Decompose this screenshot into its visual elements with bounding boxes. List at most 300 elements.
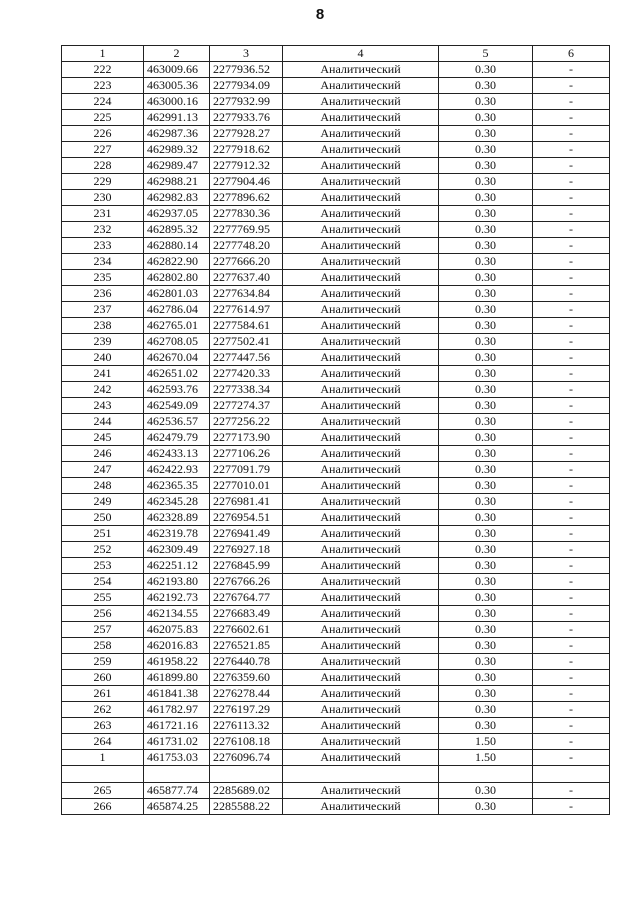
point-number: 262 bbox=[62, 702, 144, 718]
coordinate-y: 2277904.46 bbox=[210, 174, 283, 190]
accuracy-cell: 0.30 bbox=[439, 606, 533, 622]
accuracy-cell: 0.30 bbox=[439, 94, 533, 110]
point-number: 249 bbox=[62, 494, 144, 510]
coordinate-y: 2277274.37 bbox=[210, 398, 283, 414]
note-cell: - bbox=[533, 542, 610, 558]
coordinate-x: 462880.14 bbox=[144, 238, 210, 254]
method-cell: Аналитический bbox=[283, 558, 439, 574]
method-cell: Аналитический bbox=[283, 142, 439, 158]
coordinate-y: 2285588.22 bbox=[210, 799, 283, 815]
table-row bbox=[62, 334, 610, 350]
accuracy-cell: 1.50 bbox=[439, 750, 533, 766]
coordinate-x: 462651.02 bbox=[144, 366, 210, 382]
point-number: 261 bbox=[62, 686, 144, 702]
coordinate-x: 462982.83 bbox=[144, 190, 210, 206]
table-row bbox=[62, 238, 610, 254]
table-row bbox=[62, 286, 610, 302]
coordinate-x: 462988.21 bbox=[144, 174, 210, 190]
method-cell: Аналитический bbox=[283, 350, 439, 366]
point-number: 224 bbox=[62, 94, 144, 110]
coordinate-y: 2276941.49 bbox=[210, 526, 283, 542]
method-cell: Аналитический bbox=[283, 158, 439, 174]
method-cell: Аналитический bbox=[283, 366, 439, 382]
table-row bbox=[62, 686, 610, 702]
accuracy-cell: 0.30 bbox=[439, 799, 533, 815]
method-cell: Аналитический bbox=[283, 62, 439, 78]
accuracy-cell: 0.30 bbox=[439, 270, 533, 286]
note-cell: - bbox=[533, 510, 610, 526]
coordinate-x: 461841.38 bbox=[144, 686, 210, 702]
note-cell: - bbox=[533, 558, 610, 574]
coordinate-x: 462786.04 bbox=[144, 302, 210, 318]
method-cell: Аналитический bbox=[283, 670, 439, 686]
accuracy-cell: 0.30 bbox=[439, 574, 533, 590]
coordinate-y: 2276602.61 bbox=[210, 622, 283, 638]
note-cell: - bbox=[533, 238, 610, 254]
accuracy-cell: 0.30 bbox=[439, 110, 533, 126]
coordinate-x: 462251.12 bbox=[144, 558, 210, 574]
table-row bbox=[62, 174, 610, 190]
coordinate-x: 461753.03 bbox=[144, 750, 210, 766]
column-header: 4 bbox=[283, 46, 439, 62]
point-number: 256 bbox=[62, 606, 144, 622]
table-header-row bbox=[62, 46, 610, 62]
coordinate-x: 463000.16 bbox=[144, 94, 210, 110]
coordinate-x: 462193.80 bbox=[144, 574, 210, 590]
coordinate-x: 462192.73 bbox=[144, 590, 210, 606]
accuracy-cell: 0.30 bbox=[439, 526, 533, 542]
point-number: 232 bbox=[62, 222, 144, 238]
point-number: 230 bbox=[62, 190, 144, 206]
coordinate-y: 2276981.41 bbox=[210, 494, 283, 510]
note-cell: - bbox=[533, 190, 610, 206]
accuracy-cell: 0.30 bbox=[439, 558, 533, 574]
method-cell: Аналитический bbox=[283, 270, 439, 286]
coordinate-y: 2276927.18 bbox=[210, 542, 283, 558]
accuracy-cell: 0.30 bbox=[439, 542, 533, 558]
method-cell: Аналитический bbox=[283, 222, 439, 238]
method-cell bbox=[283, 766, 439, 783]
accuracy-cell: 0.30 bbox=[439, 334, 533, 350]
table-row bbox=[62, 366, 610, 382]
coordinate-x: 462134.55 bbox=[144, 606, 210, 622]
table-row bbox=[62, 398, 610, 414]
coordinate-x: 462822.90 bbox=[144, 254, 210, 270]
coordinate-x: 462989.47 bbox=[144, 158, 210, 174]
coordinate-y: 2277666.20 bbox=[210, 254, 283, 270]
point-number: 247 bbox=[62, 462, 144, 478]
method-cell: Аналитический bbox=[283, 734, 439, 750]
column-header: 6 bbox=[533, 46, 610, 62]
coordinate-y: 2277896.62 bbox=[210, 190, 283, 206]
note-cell bbox=[533, 766, 610, 783]
point-number: 227 bbox=[62, 142, 144, 158]
method-cell: Аналитический bbox=[283, 78, 439, 94]
accuracy-cell: 0.30 bbox=[439, 462, 533, 478]
accuracy-cell: 0.30 bbox=[439, 302, 533, 318]
table-row bbox=[62, 654, 610, 670]
table-row bbox=[62, 606, 610, 622]
note-cell: - bbox=[533, 270, 610, 286]
coordinate-y: 2277256.22 bbox=[210, 414, 283, 430]
point-number: 225 bbox=[62, 110, 144, 126]
coordinate-x: 461899.80 bbox=[144, 670, 210, 686]
note-cell: - bbox=[533, 366, 610, 382]
coordinate-x: 462991.13 bbox=[144, 110, 210, 126]
table-row bbox=[62, 62, 610, 78]
coordinate-y: 2276359.60 bbox=[210, 670, 283, 686]
coordinate-y: 2276764.77 bbox=[210, 590, 283, 606]
method-cell: Аналитический bbox=[283, 590, 439, 606]
note-cell: - bbox=[533, 334, 610, 350]
note-cell: - bbox=[533, 126, 610, 142]
method-cell: Аналитический bbox=[283, 606, 439, 622]
coordinate-y: 2277447.56 bbox=[210, 350, 283, 366]
table-row bbox=[62, 414, 610, 430]
table-row bbox=[62, 558, 610, 574]
point-number: 254 bbox=[62, 574, 144, 590]
coordinate-x: 462075.83 bbox=[144, 622, 210, 638]
method-cell: Аналитический bbox=[283, 302, 439, 318]
coordinate-y: 2277106.26 bbox=[210, 446, 283, 462]
method-cell: Аналитический bbox=[283, 574, 439, 590]
note-cell: - bbox=[533, 670, 610, 686]
table-row bbox=[62, 526, 610, 542]
note-cell: - bbox=[533, 286, 610, 302]
accuracy-cell: 0.30 bbox=[439, 590, 533, 606]
accuracy-cell: 0.30 bbox=[439, 366, 533, 382]
method-cell: Аналитический bbox=[283, 430, 439, 446]
note-cell: - bbox=[533, 62, 610, 78]
note-cell: - bbox=[533, 638, 610, 654]
point-number: 228 bbox=[62, 158, 144, 174]
accuracy-cell: 0.30 bbox=[439, 318, 533, 334]
point-number: 229 bbox=[62, 174, 144, 190]
table-row bbox=[62, 302, 610, 318]
note-cell: - bbox=[533, 574, 610, 590]
accuracy-cell: 0.30 bbox=[439, 702, 533, 718]
method-cell: Аналитический bbox=[283, 799, 439, 815]
method-cell: Аналитический bbox=[283, 718, 439, 734]
note-cell: - bbox=[533, 318, 610, 334]
coordinate-x: 463009.66 bbox=[144, 62, 210, 78]
point-number: 223 bbox=[62, 78, 144, 94]
point-number: 234 bbox=[62, 254, 144, 270]
coordinate-x: 462987.36 bbox=[144, 126, 210, 142]
note-cell: - bbox=[533, 382, 610, 398]
coordinate-y: 2277584.61 bbox=[210, 318, 283, 334]
coordinate-x: 462433.13 bbox=[144, 446, 210, 462]
note-cell: - bbox=[533, 398, 610, 414]
table-row bbox=[62, 382, 610, 398]
table-row bbox=[62, 510, 610, 526]
note-cell: - bbox=[533, 462, 610, 478]
coordinate-y: 2277934.09 bbox=[210, 78, 283, 94]
coordinate-x: 462593.76 bbox=[144, 382, 210, 398]
coordinate-y: 2277933.76 bbox=[210, 110, 283, 126]
point-number: 238 bbox=[62, 318, 144, 334]
coordinate-y: 2277420.33 bbox=[210, 366, 283, 382]
coordinate-x: 462422.93 bbox=[144, 462, 210, 478]
method-cell: Аналитический bbox=[283, 286, 439, 302]
table-row bbox=[62, 110, 610, 126]
coordinate-y: 2277502.41 bbox=[210, 334, 283, 350]
accuracy-cell bbox=[439, 766, 533, 783]
accuracy-cell: 0.30 bbox=[439, 158, 533, 174]
table-row bbox=[62, 799, 610, 815]
method-cell: Аналитический bbox=[283, 206, 439, 222]
point-number: 240 bbox=[62, 350, 144, 366]
point-number: 253 bbox=[62, 558, 144, 574]
coordinate-x: 462989.32 bbox=[144, 142, 210, 158]
method-cell: Аналитический bbox=[283, 654, 439, 670]
point-number: 237 bbox=[62, 302, 144, 318]
point-number: 250 bbox=[62, 510, 144, 526]
accuracy-cell: 0.30 bbox=[439, 654, 533, 670]
coordinate-y: 2277936.52 bbox=[210, 62, 283, 78]
coordinate-y: 2276278.44 bbox=[210, 686, 283, 702]
accuracy-cell: 0.30 bbox=[439, 126, 533, 142]
coordinate-y: 2277091.79 bbox=[210, 462, 283, 478]
method-cell: Аналитический bbox=[283, 750, 439, 766]
table-row bbox=[62, 158, 610, 174]
coordinate-x: 462801.03 bbox=[144, 286, 210, 302]
coordinate-y: 2277830.36 bbox=[210, 206, 283, 222]
note-cell: - bbox=[533, 702, 610, 718]
method-cell: Аналитический bbox=[283, 190, 439, 206]
method-cell: Аналитический bbox=[283, 462, 439, 478]
coordinate-y: 2276954.51 bbox=[210, 510, 283, 526]
table-row bbox=[62, 622, 610, 638]
note-cell: - bbox=[533, 799, 610, 815]
accuracy-cell: 0.30 bbox=[439, 414, 533, 430]
coordinate-x: 465874.25 bbox=[144, 799, 210, 815]
method-cell: Аналитический bbox=[283, 398, 439, 414]
coordinate-y: 2276521.85 bbox=[210, 638, 283, 654]
coordinate-y bbox=[210, 766, 283, 783]
point-number: 251 bbox=[62, 526, 144, 542]
point-number: 241 bbox=[62, 366, 144, 382]
point-number: 255 bbox=[62, 590, 144, 606]
note-cell: - bbox=[533, 110, 610, 126]
coordinates-table bbox=[61, 45, 610, 815]
coordinate-y: 2277928.27 bbox=[210, 126, 283, 142]
note-cell: - bbox=[533, 622, 610, 638]
accuracy-cell: 0.30 bbox=[439, 254, 533, 270]
method-cell: Аналитический bbox=[283, 446, 439, 462]
point-number: 233 bbox=[62, 238, 144, 254]
coordinate-x: 461958.22 bbox=[144, 654, 210, 670]
note-cell: - bbox=[533, 206, 610, 222]
note-cell: - bbox=[533, 446, 610, 462]
coordinate-y: 2276440.78 bbox=[210, 654, 283, 670]
note-cell: - bbox=[533, 494, 610, 510]
table-row bbox=[62, 702, 610, 718]
accuracy-cell: 0.30 bbox=[439, 478, 533, 494]
table-row bbox=[62, 446, 610, 462]
table-row bbox=[62, 126, 610, 142]
accuracy-cell: 0.30 bbox=[439, 190, 533, 206]
note-cell: - bbox=[533, 94, 610, 110]
page-number: 8 bbox=[315, 6, 325, 23]
coordinate-y: 2277010.01 bbox=[210, 478, 283, 494]
column-header: 1 bbox=[62, 46, 144, 62]
column-header: 3 bbox=[210, 46, 283, 62]
method-cell: Аналитический bbox=[283, 94, 439, 110]
coordinate-y: 2277912.32 bbox=[210, 158, 283, 174]
coordinate-x: 462365.35 bbox=[144, 478, 210, 494]
accuracy-cell: 0.30 bbox=[439, 142, 533, 158]
accuracy-cell: 0.30 bbox=[439, 398, 533, 414]
table-row bbox=[62, 206, 610, 222]
point-number: 222 bbox=[62, 62, 144, 78]
table-row bbox=[62, 350, 610, 366]
accuracy-cell: 0.30 bbox=[439, 718, 533, 734]
point-number: 248 bbox=[62, 478, 144, 494]
method-cell: Аналитический bbox=[283, 254, 439, 270]
table-row bbox=[62, 318, 610, 334]
accuracy-cell: 0.30 bbox=[439, 206, 533, 222]
method-cell: Аналитический bbox=[283, 478, 439, 494]
note-cell: - bbox=[533, 430, 610, 446]
coordinate-x: 462345.28 bbox=[144, 494, 210, 510]
coordinate-x: 462937.05 bbox=[144, 206, 210, 222]
coordinate-y: 2277769.95 bbox=[210, 222, 283, 238]
point-number: 235 bbox=[62, 270, 144, 286]
point-number: 259 bbox=[62, 654, 144, 670]
coordinate-x bbox=[144, 766, 210, 783]
coordinate-x: 463005.36 bbox=[144, 78, 210, 94]
method-cell: Аналитический bbox=[283, 686, 439, 702]
point-number bbox=[62, 766, 144, 783]
table-row bbox=[62, 462, 610, 478]
table-row bbox=[62, 783, 610, 799]
point-number: 260 bbox=[62, 670, 144, 686]
coordinate-y: 2285689.02 bbox=[210, 783, 283, 799]
accuracy-cell: 0.30 bbox=[439, 783, 533, 799]
point-number: 264 bbox=[62, 734, 144, 750]
note-cell: - bbox=[533, 750, 610, 766]
note-cell: - bbox=[533, 142, 610, 158]
coordinate-x: 461782.97 bbox=[144, 702, 210, 718]
coordinate-y: 2276197.29 bbox=[210, 702, 283, 718]
note-cell: - bbox=[533, 718, 610, 734]
note-cell: - bbox=[533, 414, 610, 430]
coordinate-x: 462319.78 bbox=[144, 526, 210, 542]
note-cell: - bbox=[533, 606, 610, 622]
note-cell: - bbox=[533, 526, 610, 542]
accuracy-cell: 0.30 bbox=[439, 638, 533, 654]
accuracy-cell: 0.30 bbox=[439, 510, 533, 526]
note-cell: - bbox=[533, 302, 610, 318]
accuracy-cell: 0.30 bbox=[439, 62, 533, 78]
accuracy-cell: 0.30 bbox=[439, 430, 533, 446]
accuracy-cell: 0.30 bbox=[439, 78, 533, 94]
note-cell: - bbox=[533, 478, 610, 494]
point-number: 257 bbox=[62, 622, 144, 638]
coordinate-y: 2277637.40 bbox=[210, 270, 283, 286]
table-row bbox=[62, 718, 610, 734]
accuracy-cell: 0.30 bbox=[439, 622, 533, 638]
table-row bbox=[62, 542, 610, 558]
note-cell: - bbox=[533, 174, 610, 190]
coordinate-x: 462765.01 bbox=[144, 318, 210, 334]
method-cell: Аналитический bbox=[283, 414, 439, 430]
coordinate-y: 2276096.74 bbox=[210, 750, 283, 766]
table-row bbox=[62, 478, 610, 494]
note-cell: - bbox=[533, 590, 610, 606]
table-row bbox=[62, 574, 610, 590]
method-cell: Аналитический bbox=[283, 526, 439, 542]
method-cell: Аналитический bbox=[283, 110, 439, 126]
table-row bbox=[62, 590, 610, 606]
coordinate-y: 2277932.99 bbox=[210, 94, 283, 110]
table-row bbox=[62, 222, 610, 238]
table-row bbox=[62, 142, 610, 158]
table-row bbox=[62, 430, 610, 446]
point-number: 1 bbox=[62, 750, 144, 766]
column-header: 2 bbox=[144, 46, 210, 62]
point-number: 243 bbox=[62, 398, 144, 414]
coordinate-y: 2276113.32 bbox=[210, 718, 283, 734]
note-cell: - bbox=[533, 254, 610, 270]
coordinate-y: 2277338.34 bbox=[210, 382, 283, 398]
table-row bbox=[62, 638, 610, 654]
coordinate-y: 2276683.49 bbox=[210, 606, 283, 622]
method-cell: Аналитический bbox=[283, 318, 439, 334]
coordinate-x: 462895.32 bbox=[144, 222, 210, 238]
method-cell: Аналитический bbox=[283, 702, 439, 718]
note-cell: - bbox=[533, 654, 610, 670]
table-row bbox=[62, 270, 610, 286]
table-row bbox=[62, 94, 610, 110]
coordinate-y: 2277173.90 bbox=[210, 430, 283, 446]
point-number: 242 bbox=[62, 382, 144, 398]
note-cell: - bbox=[533, 783, 610, 799]
note-cell: - bbox=[533, 158, 610, 174]
table-spacer-row bbox=[62, 766, 610, 783]
method-cell: Аналитический bbox=[283, 494, 439, 510]
accuracy-cell: 0.30 bbox=[439, 686, 533, 702]
table-row bbox=[62, 190, 610, 206]
method-cell: Аналитический bbox=[283, 382, 439, 398]
coordinate-x: 462479.79 bbox=[144, 430, 210, 446]
coordinate-x: 462309.49 bbox=[144, 542, 210, 558]
coordinate-y: 2277918.62 bbox=[210, 142, 283, 158]
coordinate-x: 462328.89 bbox=[144, 510, 210, 526]
column-header: 5 bbox=[439, 46, 533, 62]
point-number: 236 bbox=[62, 286, 144, 302]
point-number: 239 bbox=[62, 334, 144, 350]
method-cell: Аналитический bbox=[283, 622, 439, 638]
note-cell: - bbox=[533, 734, 610, 750]
table-row bbox=[62, 78, 610, 94]
accuracy-cell: 1.50 bbox=[439, 734, 533, 750]
coordinate-y: 2277748.20 bbox=[210, 238, 283, 254]
method-cell: Аналитический bbox=[283, 510, 439, 526]
note-cell: - bbox=[533, 78, 610, 94]
note-cell: - bbox=[533, 686, 610, 702]
coordinate-x: 462802.80 bbox=[144, 270, 210, 286]
table-row bbox=[62, 670, 610, 686]
coordinate-x: 462708.05 bbox=[144, 334, 210, 350]
coordinate-y: 2277634.84 bbox=[210, 286, 283, 302]
table-row bbox=[62, 734, 610, 750]
table-row bbox=[62, 254, 610, 270]
accuracy-cell: 0.30 bbox=[439, 174, 533, 190]
point-number: 244 bbox=[62, 414, 144, 430]
coordinate-x: 461721.16 bbox=[144, 718, 210, 734]
